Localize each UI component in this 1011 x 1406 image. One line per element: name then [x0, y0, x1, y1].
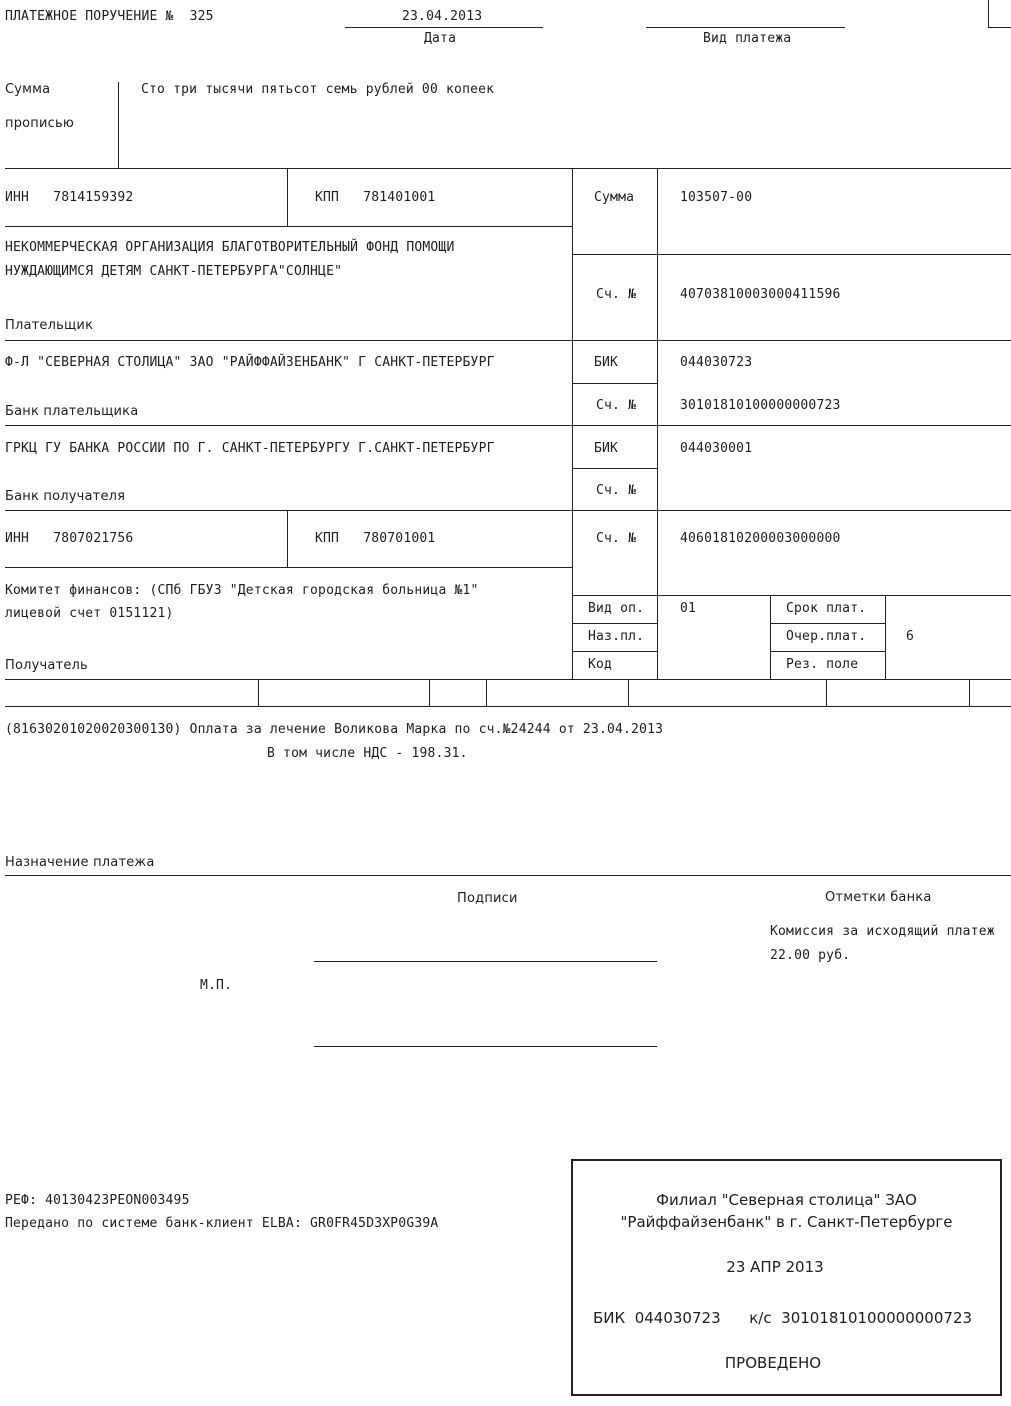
signature-line-1	[314, 961, 657, 962]
priority-label: Очер.плат.	[786, 629, 867, 644]
document-date: 23.04.2013	[402, 9, 483, 24]
corner-box-left	[988, 0, 989, 28]
rule-payer-inn	[5, 226, 572, 227]
purpose-label: Назначение платежа	[5, 855, 155, 870]
payer-bank-label: Банк плательщика	[5, 404, 139, 419]
rule-op-type-left	[572, 623, 657, 624]
amount-words-label-2: прописью	[5, 116, 75, 131]
code-label: Код	[588, 657, 613, 672]
rule-op-type-right	[770, 623, 885, 624]
document-title: ПЛАТЕЖНОЕ ПОРУЧЕНИЕ № 325	[5, 9, 214, 24]
purpose-code-label: Наз.пл.	[588, 629, 645, 644]
purpose-line1: (81630201020020300130) Оплата за лечение Воликова Марка по сч.№24244 от 23.04.2013	[5, 722, 664, 737]
priority-value: 6	[906, 629, 915, 644]
stamp-date: 23 АПР 2013	[726, 1258, 824, 1276]
grid-col-label-right	[657, 169, 658, 679]
date-underline	[345, 27, 543, 28]
payer-name-line1: НЕКОММЕРЧЕСКАЯ ОРГАНИЗАЦИЯ БЛАГОТВОРИТЕЛЬНЫЙ ФОНД ПОМОЩИ	[5, 240, 455, 255]
strip-div-1	[258, 679, 259, 706]
strip-div-5	[826, 679, 827, 706]
grid-payee-inn-kpp	[287, 511, 288, 568]
commission-line1: Комиссия за исходящий платеж	[770, 924, 995, 939]
payer-inn: ИНН 7814159392	[5, 190, 134, 205]
payee-label: Получатель	[5, 658, 88, 673]
payment-type-underline	[646, 27, 845, 28]
amount-words-label-1: Сумма	[5, 82, 51, 97]
transfer-system: Передано по системе банк-клиент ELBA: GR0FR45D3XP0G39A	[5, 1216, 439, 1231]
purpose-line2: В том числе НДС - 198.31.	[267, 746, 468, 761]
grid-sub-col-2	[885, 595, 886, 679]
stamp-place-label: М.П.	[200, 978, 233, 993]
payer-account-label: Сч. №	[596, 287, 637, 302]
rule-purpose	[5, 875, 1011, 876]
rule-purpose-code-right	[770, 651, 885, 652]
payee-name-line1: Комитет финансов: (СПб ГБУЗ "Детская городская больница №1"	[5, 583, 479, 598]
rule-payer	[5, 340, 572, 341]
payer-bank-bik: 044030723	[680, 355, 753, 370]
stamp-bik: БИК 044030723 к/с 30101810100000000723	[593, 1309, 973, 1327]
grid-col-label-left	[572, 169, 573, 679]
payer-bank-account-label: Сч. №	[596, 398, 637, 413]
stamp-status: ПРОВЕДЕНО	[724, 1354, 822, 1372]
rule-payer-bik	[572, 383, 657, 384]
rule-payee-bik	[572, 468, 657, 469]
amount-words-value: Сто три тысячи пятьсот семь рублей 00 копеек	[141, 82, 495, 97]
bank-stamp	[571, 1159, 1002, 1396]
rule-amount-bottom	[5, 168, 1011, 169]
stamp-line2: "Райффайзенбанк" в г. Санкт-Петербурге	[620, 1213, 953, 1231]
grid-payer-inn-kpp	[287, 169, 288, 227]
rule-strip-top	[5, 679, 1011, 680]
payer-account: 40703810003000411596	[680, 287, 841, 302]
term-label: Срок плат.	[786, 601, 867, 616]
strip-div-3	[486, 679, 487, 706]
document-number: 325	[189, 9, 214, 24]
strip-div-4	[628, 679, 629, 706]
stamp-line1: Филиал "Северная столица" ЗАО	[656, 1191, 917, 1209]
rule-payee-account	[572, 595, 1011, 596]
rule-purpose-code-left	[572, 651, 657, 652]
amount-words-divider	[118, 82, 119, 169]
payee-name-line2: лицевой счет 0151121)	[5, 606, 174, 621]
date-label: Дата	[424, 31, 457, 46]
rule-payee-bank	[5, 510, 572, 511]
payee-bank-label: Банк получателя	[5, 489, 126, 504]
op-type-label: Вид оп.	[588, 601, 645, 616]
rule-payer-account	[572, 340, 1011, 341]
op-type-value: 01	[680, 601, 697, 616]
payer-label: Плательщик	[5, 318, 94, 333]
payee-bank-bik-label: БИК	[594, 441, 619, 456]
payee-inn: ИНН 7807021756	[5, 531, 134, 546]
payer-bank-name: Ф-Л "СЕВЕРНАЯ СТОЛИЦА" ЗАО "РАЙФФАЙЗЕНБАНК" Г САНКТ-ПЕТЕРБУРГ	[5, 355, 495, 370]
sum-value: 103507-00	[680, 190, 753, 205]
payment-type-label: Вид платежа	[703, 31, 792, 46]
grid-sub-col-1	[770, 595, 771, 679]
bank-marks-label: Отметки банка	[825, 890, 932, 905]
payee-bank-bik: 044030001	[680, 441, 753, 456]
reserve-label: Рез. поле	[786, 657, 859, 672]
payee-account-label: Сч. №	[596, 531, 637, 546]
signature-line-2	[314, 1046, 657, 1047]
payer-name-line2: НУЖДАЮЩИМСЯ ДЕТЯМ САНКТ-ПЕТЕРБУРГА"СОЛНЦЕ"	[5, 264, 343, 279]
sum-label: Сумма	[594, 190, 635, 205]
rule-strip-bottom	[5, 706, 1011, 707]
payee-bank-account-label: Сч. №	[596, 483, 637, 498]
payee-kpp: КПП 780701001	[315, 531, 436, 546]
payee-account: 40601810200003000000	[680, 531, 841, 546]
strip-div-6	[969, 679, 970, 706]
rule-sum	[572, 254, 1011, 255]
payer-bank-account: 30101810100000000723	[680, 398, 841, 413]
payee-bank-name: ГРКЦ ГУ БАНКА РОССИИ ПО Г. САНКТ-ПЕТЕРБУРГУ Г.САНКТ-ПЕТЕРБУРГ	[5, 441, 495, 456]
rule-payer-bank-account	[572, 425, 1011, 426]
strip-div-2	[429, 679, 430, 706]
signatures-label: Подписи	[457, 891, 518, 906]
rule-payee-inn	[5, 567, 572, 568]
corner-box-bottom	[988, 27, 1011, 28]
payer-bank-bik-label: БИК	[594, 355, 619, 370]
payer-kpp: КПП 781401001	[315, 190, 436, 205]
rule-payee-bank-account	[572, 510, 1011, 511]
rule-payer-bank	[5, 425, 572, 426]
reference: РЕФ: 40130423PEON003495	[5, 1193, 190, 1208]
commission-line2: 22.00 руб.	[770, 948, 851, 963]
